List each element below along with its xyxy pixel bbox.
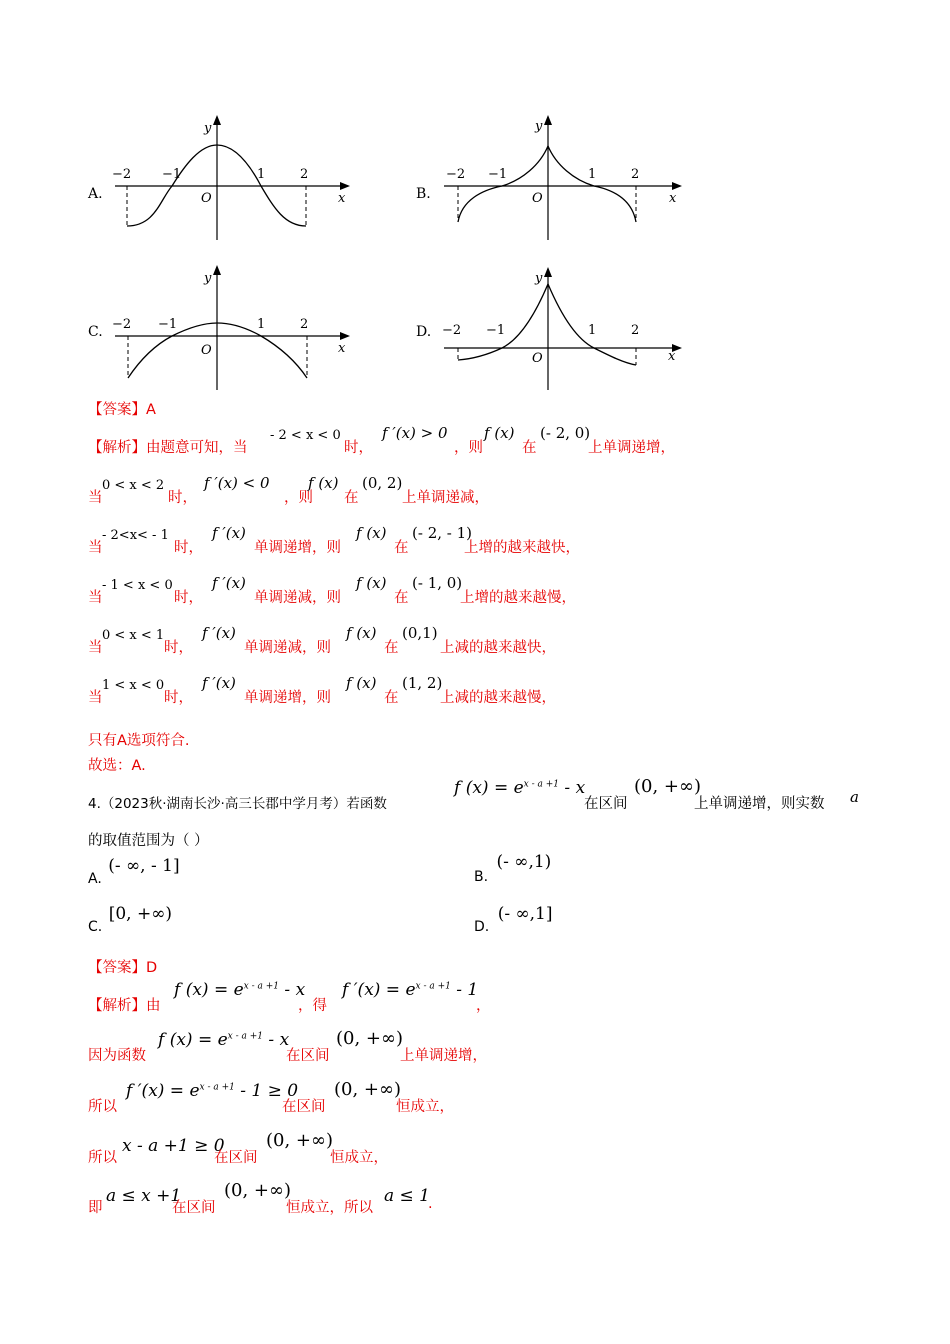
option-label: B. bbox=[474, 869, 489, 885]
x-axis-arrow-icon bbox=[340, 332, 350, 340]
text: 上减的越来越快， bbox=[440, 640, 556, 656]
text: 在 bbox=[394, 590, 409, 606]
text: 上单调递增， bbox=[588, 440, 675, 456]
math-condition: 0 < x < 1 bbox=[102, 628, 165, 643]
y-axis-label: y bbox=[204, 121, 212, 136]
math-function: f (x) bbox=[346, 624, 377, 642]
text: 单调递减，则 bbox=[244, 640, 331, 656]
tick-neg2: −2 bbox=[446, 167, 466, 182]
math-interval: (0, +∞) bbox=[334, 1079, 402, 1100]
math-interval: (- 2, - 1) bbox=[412, 524, 472, 542]
origin-label: O bbox=[201, 191, 212, 206]
option-label: A. bbox=[88, 871, 102, 887]
x-axis-label: x bbox=[338, 341, 346, 356]
text: 当 bbox=[88, 490, 103, 506]
math-interval: (- 2, 0) bbox=[540, 424, 591, 442]
math-derivative-text: f ′(x) = e bbox=[342, 980, 416, 1000]
text: 在区间 bbox=[172, 1200, 216, 1216]
text: 在 bbox=[344, 490, 359, 506]
math-derivative bbox=[342, 980, 478, 1000]
graph-a-svg bbox=[80, 110, 360, 245]
math-function-tail: - x bbox=[263, 1030, 290, 1050]
exponent: x - a +1 bbox=[523, 779, 560, 790]
y-axis-arrow-icon bbox=[213, 265, 221, 275]
q4-stem-line-2: 的取值范围为（ ） bbox=[88, 833, 209, 849]
math-inequality: a ≤ 1 bbox=[384, 1186, 431, 1206]
y-axis-label: y bbox=[535, 271, 543, 286]
math-interval: (1, 2) bbox=[402, 674, 443, 692]
graph-option-d bbox=[412, 260, 692, 395]
q4-stem-head: 4.（2023秋·湖南长沙·高三长郡中学月考）若函数 bbox=[88, 796, 387, 812]
text: 时， bbox=[174, 590, 203, 606]
math-interval: (0, +∞) bbox=[336, 1028, 404, 1049]
math-derivative-text: f ′(x) = e bbox=[126, 1081, 200, 1101]
q3-answer: 【答案】A bbox=[88, 402, 156, 418]
exponent: x - a +1 bbox=[243, 981, 280, 992]
math-function: f (x) bbox=[356, 524, 387, 542]
y-axis-arrow-icon bbox=[544, 267, 552, 277]
origin-label: O bbox=[532, 351, 543, 366]
text: 上单调递减， bbox=[402, 490, 489, 506]
math-derivative: f ′(x) bbox=[202, 674, 236, 692]
text: 在 bbox=[384, 640, 399, 656]
tick-1: 1 bbox=[588, 323, 597, 338]
x-axis-label: x bbox=[669, 191, 677, 206]
text: ，则 bbox=[454, 440, 483, 456]
text: 在 bbox=[394, 540, 409, 556]
x-axis-label: x bbox=[668, 349, 676, 364]
math-interval: (0, +∞) bbox=[224, 1180, 292, 1201]
text: 在区间 bbox=[282, 1099, 326, 1115]
tick-neg2: −2 bbox=[112, 167, 132, 182]
exponent: x - a +1 bbox=[199, 1082, 235, 1093]
text: ， bbox=[476, 998, 491, 1014]
option-value: (- ∞, - 1] bbox=[108, 856, 180, 876]
q4-answer: 【答案】D bbox=[88, 960, 158, 976]
q3-conclusion: 只有A选项符合. bbox=[88, 733, 190, 749]
math-derivative: f ′(x) bbox=[212, 524, 246, 542]
text: 在区间 bbox=[286, 1048, 330, 1064]
curve bbox=[458, 284, 636, 365]
math-function: f (x) bbox=[346, 674, 377, 692]
y-axis-arrow-icon bbox=[213, 115, 221, 125]
text: 恒成立，所以 bbox=[286, 1200, 373, 1216]
tick-2: 2 bbox=[631, 323, 640, 338]
math-derivative-tail: - 1 bbox=[450, 980, 479, 1000]
math-derivative: f ′(x) bbox=[212, 574, 246, 592]
math-function-text: f (x) = e bbox=[454, 778, 524, 798]
option-value: (- ∞,1) bbox=[496, 852, 552, 872]
text: 当 bbox=[88, 540, 103, 556]
tick-neg2: −2 bbox=[442, 323, 462, 338]
text: 单调递减，则 bbox=[254, 590, 341, 606]
text: 恒成立， bbox=[396, 1099, 454, 1115]
option-label: C. bbox=[88, 919, 103, 935]
text: 上单调递增，则实数 bbox=[694, 796, 825, 812]
tick-2: 2 bbox=[300, 317, 309, 332]
q4-option-b bbox=[474, 852, 552, 885]
text: 所以 bbox=[88, 1150, 117, 1166]
math-derivative: f ′(x) bbox=[202, 624, 236, 642]
analysis-head: 【解析】由 bbox=[88, 998, 161, 1014]
text: 当 bbox=[88, 640, 103, 656]
tick-1: 1 bbox=[257, 167, 266, 182]
tick-2: 2 bbox=[631, 167, 640, 182]
math-function bbox=[158, 1030, 289, 1050]
math-interval: (0,1) bbox=[402, 624, 438, 642]
text: 上单调递增， bbox=[400, 1048, 487, 1064]
tick-neg2: −2 bbox=[112, 317, 132, 332]
tick-2: 2 bbox=[300, 167, 309, 182]
y-axis-label: y bbox=[204, 271, 212, 286]
math-function-text: f (x) = e bbox=[158, 1030, 228, 1050]
tick-neg1: −1 bbox=[488, 167, 508, 182]
math-derivative-tail: - 1 ≥ 0 bbox=[234, 1081, 299, 1101]
graph-b-svg bbox=[412, 110, 692, 245]
math-function: f (x) bbox=[484, 424, 515, 442]
math-derivative: f ′(x) < 0 bbox=[204, 474, 270, 492]
graph-d-label: D. bbox=[416, 324, 432, 340]
text: ，得 bbox=[298, 998, 327, 1014]
option-value: [0, +∞) bbox=[108, 904, 172, 924]
math-function-tail: - x bbox=[279, 980, 306, 1000]
math-function bbox=[174, 980, 305, 1000]
y-axis-arrow-icon bbox=[544, 115, 552, 125]
math-function: f (x) bbox=[356, 574, 387, 592]
x-axis-label: x bbox=[338, 191, 346, 206]
math-interval: (0, +∞) bbox=[634, 776, 702, 797]
math-derivative bbox=[126, 1081, 298, 1101]
text: 即 bbox=[88, 1200, 103, 1216]
math-function bbox=[454, 778, 585, 798]
math-derivative: f ′(x) > 0 bbox=[382, 424, 448, 442]
y-axis-label: y bbox=[535, 119, 543, 134]
graph-option-b bbox=[412, 110, 692, 245]
math-condition: - 1 < x < 0 bbox=[102, 578, 173, 593]
graph-option-a bbox=[80, 110, 360, 245]
math-inequality: a ≤ x +1 bbox=[106, 1186, 182, 1206]
text: 当 bbox=[88, 690, 103, 706]
text: 上减的越来越慢， bbox=[440, 690, 556, 706]
math-interval: (0, +∞) bbox=[266, 1130, 334, 1151]
x-axis-arrow-icon bbox=[672, 182, 682, 190]
math-function-text: f (x) = e bbox=[174, 980, 244, 1000]
q4-option-a bbox=[88, 856, 180, 887]
graph-c-svg bbox=[80, 260, 360, 395]
text: 时， bbox=[344, 440, 373, 456]
text: 恒成立， bbox=[330, 1150, 388, 1166]
math-condition: 0 < x < 2 bbox=[102, 478, 165, 493]
q3-choice: 故选：A. bbox=[88, 758, 146, 774]
math-condition: - 2<x< - 1 bbox=[102, 528, 169, 543]
tick-neg1: −1 bbox=[158, 317, 178, 332]
text: 时， bbox=[164, 690, 193, 706]
text: 上增的越来越快， bbox=[464, 540, 580, 556]
exponent: x - a +1 bbox=[415, 981, 451, 992]
text: 在 bbox=[522, 440, 537, 456]
math-interval: (- 1, 0) bbox=[412, 574, 463, 592]
math-condition: - 2 < x < 0 bbox=[270, 428, 341, 443]
text: 因为函数 bbox=[88, 1048, 146, 1064]
text: 在区间 bbox=[214, 1150, 258, 1166]
graph-a-label: A. bbox=[88, 186, 103, 202]
origin-label: O bbox=[201, 343, 212, 358]
tick-1: 1 bbox=[257, 317, 266, 332]
math-interval: (0, 2) bbox=[362, 474, 403, 492]
q4-option-d bbox=[474, 904, 553, 935]
option-value: (- ∞,1] bbox=[497, 904, 553, 924]
text: 时， bbox=[174, 540, 203, 556]
text: 时， bbox=[164, 640, 193, 656]
math-inequality: x - a +1 ≥ 0 bbox=[122, 1136, 225, 1156]
math-function: f (x) bbox=[308, 474, 339, 492]
curve bbox=[458, 146, 636, 222]
text: 单调递增，则 bbox=[254, 540, 341, 556]
text: 在 bbox=[384, 690, 399, 706]
tick-1: 1 bbox=[588, 167, 597, 182]
origin-label: O bbox=[532, 191, 543, 206]
graph-d-svg bbox=[412, 260, 692, 395]
x-axis-arrow-icon bbox=[340, 182, 350, 190]
option-label: D. bbox=[474, 919, 490, 935]
graph-b-label: B. bbox=[416, 186, 431, 202]
text: 在区间 bbox=[584, 796, 628, 812]
graph-option-c bbox=[80, 260, 360, 395]
q4-option-c bbox=[88, 904, 172, 935]
graph-c-label: C. bbox=[88, 324, 103, 340]
text: 所以 bbox=[88, 1099, 117, 1115]
text: . bbox=[428, 1196, 433, 1212]
text: 上增的越来越慢， bbox=[460, 590, 576, 606]
math-var: a bbox=[850, 788, 859, 806]
text: 当 bbox=[88, 590, 103, 606]
math-condition: 1 < x < 0 bbox=[102, 678, 165, 693]
tick-neg1: −1 bbox=[162, 167, 182, 182]
text: 单调递增，则 bbox=[244, 690, 331, 706]
exponent: x - a +1 bbox=[227, 1031, 264, 1042]
analysis-head: 【解析】由题意可知，当 bbox=[88, 440, 248, 456]
tick-neg1: −1 bbox=[486, 323, 506, 338]
text: 时， bbox=[168, 490, 197, 506]
text: ，则 bbox=[284, 490, 313, 506]
math-function-tail: - x bbox=[559, 778, 586, 798]
